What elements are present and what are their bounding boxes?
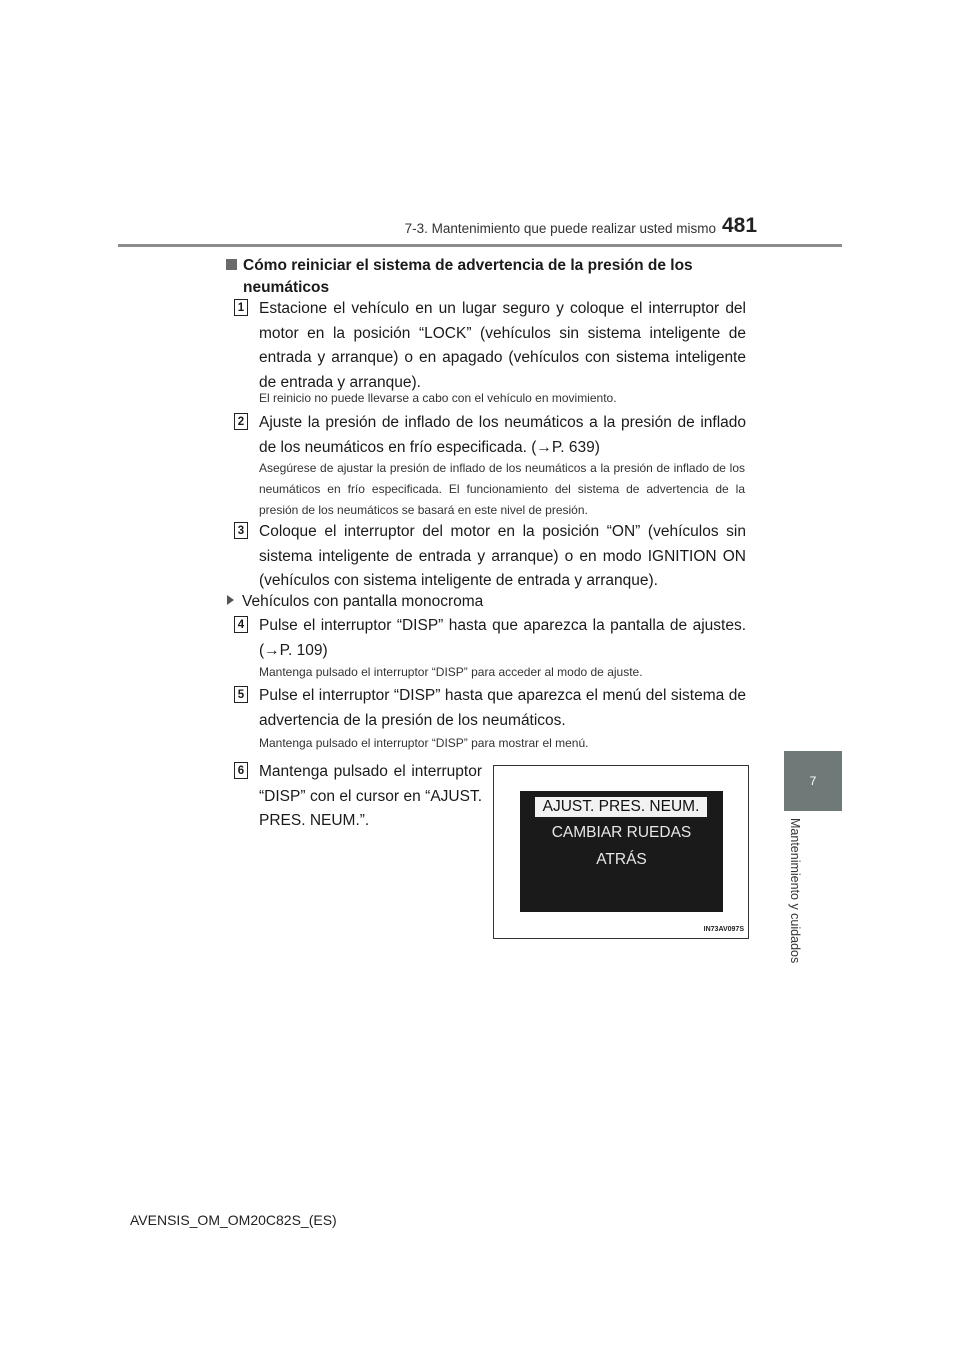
step-text: Pulse el interruptor “DISP” hasta que aparezca el menú del sistema de advertencia de la presión de los neumáticos. (259, 687, 746, 729)
step-text: Estacione el vehículo en un lugar seguro y coloque el interruptor del motor en la posición “LOCK” (vehículos sin sistema inteligente de entrada y arranque) o en apagado (vehículos con sistema inteligente de entrada y arranque). (259, 300, 746, 391)
step-text: Ajuste la presión de inflado de los neumáticos a la presión de inflado de los neumáticos en frío especificada. (→P. 639) (259, 414, 746, 456)
step-text: Coloque el interruptor del motor en la posición “ON” (vehículos sin sistema inteligente de entrada y arranque) o en modo IGNITION ON (vehículos con sistema inteligente de entrada y arranque). (259, 523, 746, 589)
figure-code: IN73AV097S (703, 926, 744, 933)
heading-text: Cómo reiniciar el sistema de advertencia de la presión de los neumáticos (243, 257, 693, 296)
sub-heading (227, 591, 627, 613)
menu-item: ATRÁS (596, 851, 647, 868)
step-5 (234, 684, 746, 733)
step-4-note: Mantenga pulsado el interruptor “DISP” para acceder al modo de ajuste. (259, 665, 643, 679)
step-3 (234, 520, 746, 594)
step-2-note: Asegúrese de ajustar la presión de inflado de los neumáticos a la presión de inflado de los neumáticos en frío especificada. El funcionamiento del sistema de advertencia de la presión de los neumáticos se basará en este nivel de presión. (259, 461, 745, 517)
menu-item-selected: AJUST. PRES. NEUM. (535, 797, 707, 817)
section-heading (226, 255, 763, 299)
step-1 (234, 297, 746, 395)
chapter-label: Mantenimiento y cuidados (788, 818, 802, 964)
step-number: 1 (234, 299, 248, 316)
multi-info-display (520, 791, 723, 912)
display-illustration (493, 765, 749, 939)
chapter-tab: 7 (784, 751, 842, 811)
step-number: 2 (234, 413, 248, 430)
step-text: Pulse el interruptor “DISP” hasta que aparezca la pantalla de ajustes. (→P. 109) (259, 617, 746, 659)
step-text: Mantenga pulsado el interruptor “DISP” con el cursor en “AJUST. PRES. NEUM.”. (259, 763, 482, 829)
step-number: 6 (234, 762, 248, 779)
sub-heading-text: Vehículos con pantalla monocroma (242, 593, 484, 610)
step-4 (234, 614, 746, 663)
step-2 (234, 411, 746, 460)
step-6 (234, 760, 482, 834)
triangle-bullet-icon (227, 595, 234, 605)
header-divider (118, 244, 842, 247)
step-number: 3 (234, 522, 248, 539)
document-footer: AVENSIS_OM_OM20C82S_(ES) (130, 1212, 337, 1228)
square-bullet-icon (226, 259, 237, 270)
page-header (0, 0, 960, 250)
step-number: 4 (234, 616, 248, 633)
menu-item: CAMBIAR RUEDAS (551, 824, 692, 841)
page-number: 481 (722, 214, 758, 237)
step-number: 5 (234, 686, 248, 703)
section-title: 7-3. Mantenimiento que puede realizar usted mismo (404, 221, 716, 236)
step-5-note: Mantenga pulsado el interruptor “DISP” para mostrar el menú. (259, 736, 589, 750)
step-1-note: El reinicio no puede llevarse a cabo con el vehículo en movimiento. (259, 391, 617, 405)
